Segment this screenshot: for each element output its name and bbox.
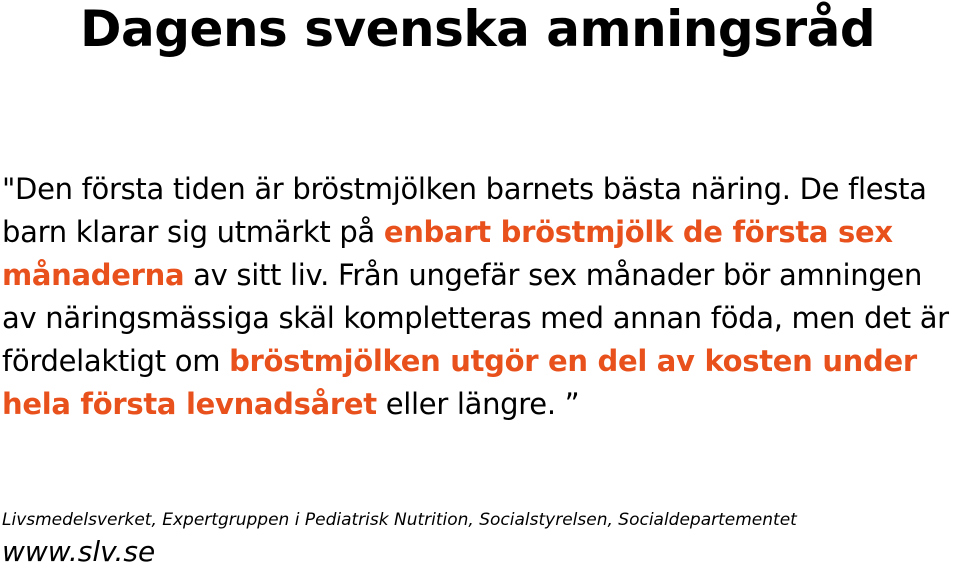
quote-text (2, 168, 960, 426)
source-attribution: Livsmedelsverket, Expertgruppen i Pediatrisk Nutrition, Socialstyrelsen, Socialdepartementet (2, 510, 797, 530)
quote-highlight-exclusive-breastfeeding: enbart bröstmjölk de första sex månaderna (2, 215, 893, 292)
quote-text-part-1: "Den första tiden är bröstmjölken barnets bästa näring. De flesta barn klarar sig utmärkt på (2, 172, 927, 249)
source-url: www.slv.se (2, 535, 156, 568)
page-title: Dagens svenska amningsråd (80, 0, 876, 58)
quote-text-part-3: eller längre. ” (376, 387, 580, 421)
quote-text-part-2: av sitt liv. Från ungefär sex månader bör amningen av näringsmässiga skäl kompletteras med annan föda, men det är fördelaktigt om (2, 258, 949, 378)
quote-highlight-first-year: bröstmjölken utgör en del av kosten under hela första levnadsåret (2, 344, 917, 421)
